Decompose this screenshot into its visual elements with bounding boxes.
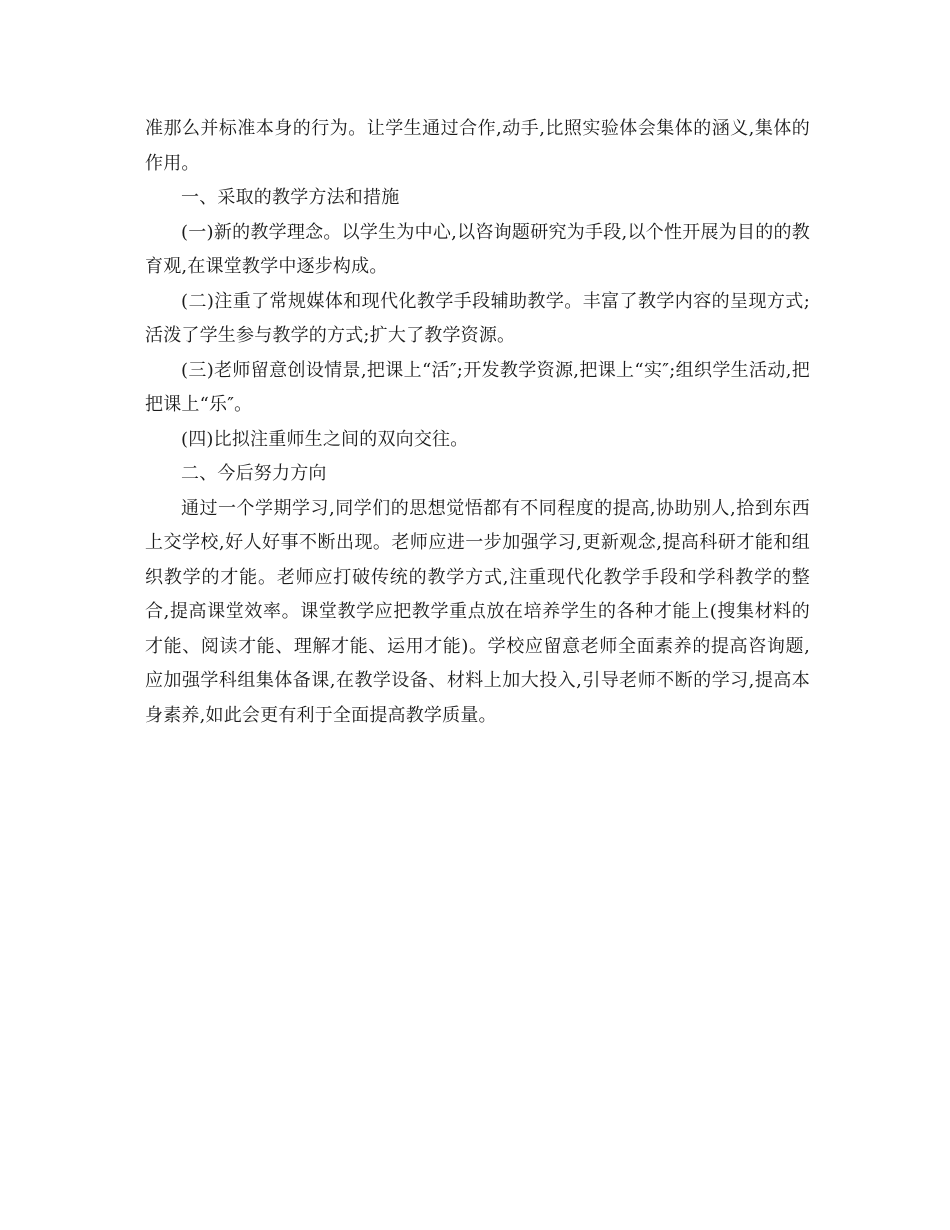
paragraph-item-1: (一)新的教学理念。以学生为中心,以咨询题研究为手段,以个性开展为目的的教育观,在课堂教学中逐步构成。 xyxy=(145,221,810,277)
section-heading-methods: 一、采取的教学方法和措施 xyxy=(181,187,400,208)
section-heading-future: 二、今后努力方向 xyxy=(181,463,327,484)
paragraph-item-3: (三)老师留意创设情景,把课上“活″;开发教学资源,把课上“实″;组织学生活动,把把课上“乐″。 xyxy=(145,359,810,415)
paragraph-continuation: 准那么并标准本身的行为。让学生通过合作,动手,比照实验体会集体的涵义,集体的作用。 xyxy=(145,118,810,174)
paragraph-item-2: (二)注重了常规媒体和现代化教学手段辅助教学。丰富了教学内容的呈现方式;活泼了学生参与教学的方式;扩大了教学资源。 xyxy=(145,290,810,346)
document-body xyxy=(145,112,810,733)
paragraph-item-4: (四)比拟注重师生之间的双向交往。 xyxy=(181,428,469,450)
paragraph-future-direction: 通过一个学期学习,同学们的思想觉悟都有不同程度的提高,协助别人,拾到东西上交学校,好人好事不断出现。老师应进一步加强学习,更新观念,提高科研才能和组织教学的才能。老师应打破传统的教学方式,注重现代化教学手段和学科教学的整合,提高课堂效率。课堂教学应把教学重点放在培养学生的各种才能上(搜集材料的才能、阅读才能、理解才能、运用才能)。学校应留意老师全面素养的提高咨询题,应加强学科组集体备课,在教学设备、材料上加大投入,引导老师不断的学习,提高本身素养,如此会更有利于全面提高教学质量。 xyxy=(145,497,810,726)
